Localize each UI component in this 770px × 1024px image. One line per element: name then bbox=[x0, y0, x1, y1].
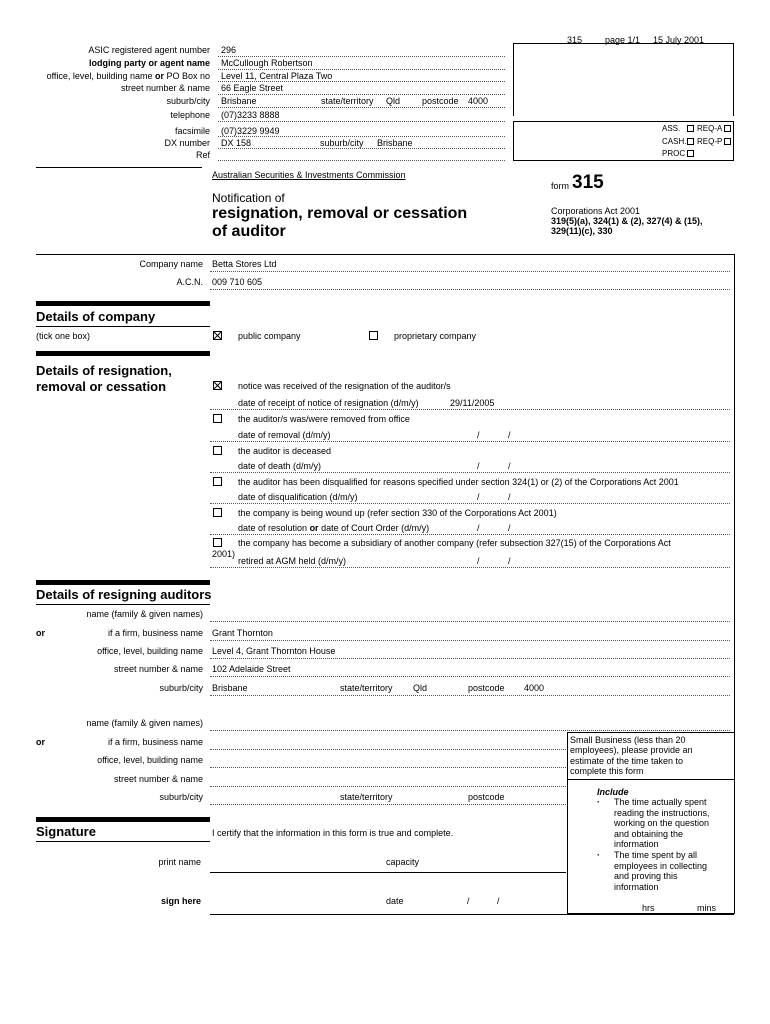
section-rule bbox=[36, 326, 210, 327]
small-business-text-1: Small Business (less than 20 bbox=[570, 735, 686, 745]
title-line-2: of auditor bbox=[212, 223, 286, 240]
proc-checkbox[interactable] bbox=[687, 150, 694, 157]
state-value[interactable]: Qld bbox=[386, 96, 401, 106]
capacity-label: capacity bbox=[386, 857, 420, 867]
deceased-checkbox[interactable] bbox=[213, 446, 222, 455]
main-right-border bbox=[734, 254, 735, 914]
auditor-line bbox=[210, 749, 566, 750]
public-company-label: public company bbox=[238, 331, 301, 341]
auditor-line bbox=[210, 767, 566, 768]
resignation-notice-text: notice was received of the resignation of the auditor/s bbox=[238, 381, 451, 391]
wound-up-checkbox[interactable] bbox=[213, 508, 222, 517]
print-name-line[interactable] bbox=[210, 872, 566, 873]
street-label: street number & name bbox=[120, 83, 210, 93]
removed-checkbox[interactable] bbox=[213, 414, 222, 423]
bullet2-line2: employees in collecting bbox=[614, 861, 708, 871]
small-business-text-3: estimate of the time taken to bbox=[570, 756, 684, 766]
death-date-slash-2: / bbox=[508, 461, 511, 471]
auditor1-or: or bbox=[36, 628, 45, 638]
auditor2-suburb-label: suburb/city bbox=[159, 792, 203, 802]
req-p-label: REQ-P bbox=[697, 137, 723, 146]
auditor1-suburb-value[interactable]: Brisbane bbox=[212, 683, 248, 693]
auditor-line bbox=[210, 730, 730, 731]
postcode-label: postcode bbox=[422, 96, 459, 106]
disqualification-date-slash-2: / bbox=[508, 492, 511, 502]
small-business-left-border bbox=[567, 732, 568, 914]
bullet-1: · bbox=[597, 797, 600, 807]
auditor1-office-label: office, level, building name bbox=[97, 646, 203, 656]
signature-heading: Signature bbox=[36, 824, 96, 839]
agent-line bbox=[218, 121, 505, 122]
auditor-line bbox=[210, 786, 566, 787]
dx-value[interactable]: DX 158 bbox=[221, 138, 252, 148]
auditor2-office-label: office, level, building name bbox=[97, 755, 203, 765]
bullet1-line3: working on the question bbox=[614, 818, 710, 828]
section-bar bbox=[36, 817, 210, 822]
resolution-date-slash-2: / bbox=[508, 523, 511, 533]
ref-label: Ref bbox=[195, 150, 210, 160]
company-name-label: Company name bbox=[139, 259, 203, 269]
public-company-checkbox[interactable] bbox=[213, 331, 222, 340]
agm-date-slash-2: / bbox=[508, 556, 511, 566]
details-resignation-heading-2: removal or cessation bbox=[36, 379, 167, 394]
agm-date-slash-1: / bbox=[477, 556, 480, 566]
telephone-value[interactable]: (07)3233 8888 bbox=[221, 110, 280, 120]
auditor1-state-label: state/territory bbox=[340, 683, 393, 693]
receipt-date-value[interactable]: 29/11/2005 bbox=[450, 398, 495, 408]
death-date-slash-1: / bbox=[477, 461, 480, 471]
auditor1-state-value[interactable]: Qld bbox=[413, 683, 428, 693]
resignation-line bbox=[210, 409, 730, 410]
section-bar bbox=[36, 301, 210, 306]
bullet1-line5: information bbox=[614, 839, 659, 849]
req-a-checkbox-1[interactable] bbox=[687, 125, 694, 132]
section-bar bbox=[36, 580, 210, 585]
auditor1-firm-value[interactable]: Grant Thornton bbox=[212, 628, 273, 638]
death-date-label: date of death (d/m/y) bbox=[238, 461, 322, 471]
sign-here-label: sign here bbox=[160, 896, 201, 906]
req-a-checkbox-2[interactable] bbox=[724, 125, 731, 132]
agent-line bbox=[218, 160, 505, 161]
agent-line bbox=[218, 148, 505, 149]
facsimile-value[interactable]: (07)3229 9949 bbox=[221, 126, 280, 136]
state-label: state/territory bbox=[321, 96, 374, 106]
auditor-line bbox=[210, 621, 730, 622]
include-label: Include bbox=[597, 787, 629, 797]
auditor1-name-label: name (family & given names) bbox=[86, 609, 203, 619]
commission-name: Australian Securities & Investments Commission bbox=[212, 170, 406, 180]
title-line-1: resignation, removal or cessation bbox=[212, 205, 468, 222]
sign-date-label: date bbox=[386, 896, 404, 906]
bullet1-line2: reading the instructions, bbox=[614, 808, 710, 818]
agm-date-label: retired at AGM held (d/m/y) bbox=[238, 556, 347, 566]
req-p-checkbox-1[interactable] bbox=[687, 138, 694, 145]
agent-line bbox=[218, 136, 505, 137]
section-bar bbox=[36, 351, 210, 356]
resignation-line bbox=[210, 567, 730, 568]
auditor2-name-label: name (family & given names) bbox=[86, 718, 203, 728]
cash-label: CASH. bbox=[662, 137, 687, 146]
dx-suburb-label: suburb/city bbox=[320, 138, 364, 148]
resolution-date-label: date of resolution or date of Court Order (d/m/y) bbox=[238, 523, 430, 533]
auditor1-firm-label: if a firm, business name bbox=[107, 628, 203, 638]
auditor2-firm-label: if a firm, business name bbox=[107, 737, 203, 747]
hrs-label: hrs bbox=[642, 903, 655, 913]
agent-line bbox=[218, 81, 505, 82]
details-resignation-heading-1: Details of resignation, bbox=[36, 363, 172, 378]
postcode-value[interactable]: 4000 bbox=[468, 96, 489, 106]
agent-line bbox=[218, 107, 505, 108]
signature-line[interactable] bbox=[210, 914, 734, 915]
bullet1-line1: The time actually spent bbox=[614, 797, 707, 807]
header-date: 15 July 2001 bbox=[653, 35, 705, 45]
dx-label: DX number bbox=[164, 138, 210, 148]
certify-statement: I certify that the information in this form is true and complete. bbox=[212, 828, 454, 838]
auditor-line bbox=[210, 640, 730, 641]
main-top-rule bbox=[36, 254, 734, 255]
disqualified-checkbox[interactable] bbox=[213, 477, 222, 486]
small-business-divider bbox=[567, 779, 734, 780]
auditor1-suburb-label: suburb/city bbox=[159, 683, 203, 693]
deceased-text: the auditor is deceased bbox=[238, 446, 332, 456]
suburb-value[interactable]: Brisbane bbox=[221, 96, 257, 106]
dx-suburb-value[interactable]: Brisbane bbox=[377, 138, 413, 148]
removal-date-slash-2: / bbox=[508, 430, 511, 440]
auditor2-state-label: state/territory bbox=[340, 792, 393, 802]
req-a-label: REQ-A bbox=[697, 124, 723, 133]
auditor-line bbox=[210, 658, 730, 659]
act-sections-2: 329(11)(c), 330 bbox=[551, 226, 613, 236]
page-indicator: page 1/1 bbox=[605, 35, 641, 45]
section-rule bbox=[36, 841, 210, 842]
notification-of: Notification of bbox=[212, 191, 285, 205]
auditor2-or: or bbox=[36, 737, 45, 747]
auditor2-postcode-label: postcode bbox=[468, 792, 505, 802]
details-company-heading: Details of company bbox=[36, 309, 156, 324]
req-p-checkbox-2[interactable] bbox=[724, 138, 731, 145]
lodging-party-value[interactable]: McCullough Robertson bbox=[221, 58, 313, 68]
resignation-notice-checkbox[interactable] bbox=[213, 381, 222, 390]
bullet2-line1: The time spent by all bbox=[614, 850, 698, 860]
street-value[interactable]: 66 Eagle Street bbox=[221, 83, 284, 93]
agent-line bbox=[218, 69, 505, 70]
agent-line bbox=[218, 94, 505, 95]
small-business-text-2: employees), please provide an bbox=[570, 745, 693, 755]
auditor1-office-value[interactable]: Level 4, Grant Thornton House bbox=[212, 646, 336, 656]
subsidiary-overflow: 2001) bbox=[212, 549, 236, 559]
agent-number-value[interactable]: 296 bbox=[221, 45, 237, 55]
disqualification-date-slash-1: / bbox=[477, 492, 480, 502]
header-box bbox=[513, 43, 734, 116]
auditor1-street-label: street number & name bbox=[113, 664, 203, 674]
resignation-line bbox=[210, 534, 730, 535]
sign-date-slash-1: / bbox=[467, 896, 470, 906]
disqualification-date-label: date of disqualification (d/m/y) bbox=[238, 492, 358, 502]
agent-line bbox=[218, 56, 505, 57]
title-left-rule bbox=[36, 167, 202, 168]
small-business-text-4: complete this form bbox=[570, 766, 644, 776]
auditor1-street-value[interactable]: 102 Adelaide Street bbox=[212, 664, 291, 674]
removal-date-label: date of removal (d/m/y) bbox=[238, 430, 331, 440]
act-name: Corporations Act 2001 bbox=[551, 206, 641, 216]
proprietary-company-checkbox[interactable] bbox=[369, 331, 378, 340]
wound-up-text: the company is being wound up (refer section 330 of the Corporations Act 2001) bbox=[238, 508, 557, 518]
auditor-line bbox=[210, 676, 730, 677]
resignation-line bbox=[210, 472, 730, 473]
subsidiary-checkbox[interactable] bbox=[213, 538, 222, 547]
mins-label: mins bbox=[697, 903, 717, 913]
removed-text: the auditor/s was/were removed from office bbox=[238, 414, 410, 424]
resignation-line bbox=[210, 441, 730, 442]
company-name-line bbox=[210, 271, 730, 272]
auditor-line bbox=[210, 804, 566, 805]
auditor1-postcode-label: postcode bbox=[468, 683, 505, 693]
act-sections-1: 319(5)(a), 324(1) & (2), 327(4) & (15), bbox=[551, 216, 703, 226]
subsidiary-text: the company has become a subsidiary of another company (refer subsection 327(15) of the Corporations Act bbox=[238, 538, 671, 548]
auditor-line bbox=[210, 695, 730, 696]
acn-value[interactable]: 009 710 605 bbox=[212, 277, 263, 287]
office-label: office, level, building name or PO Box no bbox=[46, 71, 210, 81]
form-number-top: 315 bbox=[567, 35, 583, 45]
bullet1-line4: and obtaining the bbox=[614, 829, 684, 839]
bullet-2: · bbox=[597, 850, 600, 860]
section-rule bbox=[36, 604, 210, 605]
resolution-date-slash-1: / bbox=[477, 523, 480, 533]
proc-label: PROC bbox=[662, 149, 686, 158]
auditor2-street-label: street number & name bbox=[113, 774, 203, 784]
removal-date-slash-1: / bbox=[477, 430, 480, 440]
proprietary-company-label: proprietary company bbox=[394, 331, 477, 341]
small-business-top-border bbox=[567, 732, 734, 733]
telephone-label: telephone bbox=[170, 110, 210, 120]
bullet2-line3: and proving this bbox=[614, 871, 678, 881]
form-number-large: 315 bbox=[572, 172, 604, 193]
receipt-date-label: date of receipt of notice of resignation (d/m/y) bbox=[238, 398, 419, 408]
auditors-heading: Details of resigning auditors bbox=[36, 587, 212, 602]
acn-line bbox=[210, 289, 730, 290]
bullet2-line4: information bbox=[614, 882, 659, 892]
company-name-value[interactable]: Betta Stores Ltd bbox=[212, 259, 277, 269]
lodging-party-label: lodging party or agent name bbox=[88, 58, 210, 68]
sign-date-slash-2: / bbox=[497, 896, 500, 906]
facsimile-label: facsimile bbox=[174, 126, 210, 136]
agent-number-label: ASIC registered agent number bbox=[88, 45, 210, 55]
auditor1-postcode-value[interactable]: 4000 bbox=[524, 683, 545, 693]
acn-label: A.C.N. bbox=[176, 277, 203, 287]
office-value[interactable]: Level 11, Central Plaza Two bbox=[221, 71, 333, 81]
disqualified-text: the auditor has been disqualified for reasons specified under section 324(1) or (2) of the Corporations Act 2001 bbox=[238, 477, 679, 487]
tick-one-box-label: (tick one box) bbox=[36, 331, 91, 341]
form-label: form bbox=[551, 181, 569, 191]
resignation-line bbox=[210, 503, 730, 504]
ass-label: ASS. bbox=[662, 124, 681, 133]
print-name-label: print name bbox=[158, 857, 201, 867]
suburb-label: suburb/city bbox=[166, 96, 210, 106]
